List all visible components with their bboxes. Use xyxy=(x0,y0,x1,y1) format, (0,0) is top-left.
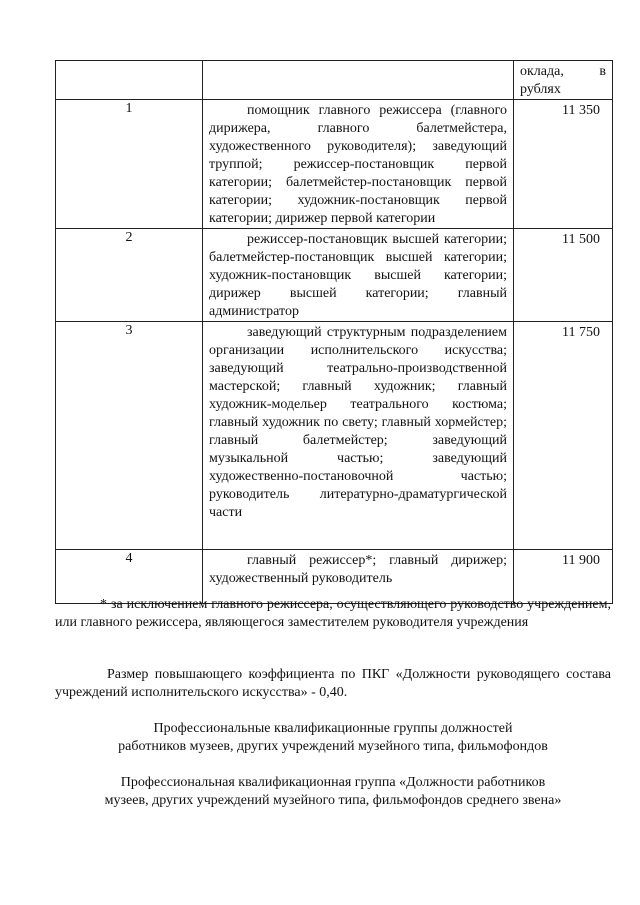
salary-table xyxy=(55,60,613,604)
section-heading xyxy=(55,720,611,756)
section-heading-line2: работников музеев, других учреждений музейного типа, фильмофондов xyxy=(118,739,548,754)
row-salary-cell xyxy=(514,322,613,550)
header-cell-salary xyxy=(514,61,613,100)
footnote xyxy=(55,596,611,632)
header-salary-prep: в xyxy=(599,64,606,79)
header-salary-word: оклада, xyxy=(520,64,564,79)
row-number: 2 xyxy=(56,229,203,322)
table-row xyxy=(56,100,613,229)
row-positions: режиссер-постановщик высшей категории; балетмейстер-постановщик высшей категории; художник-постановщик высшей категории; дирижер высшей категории; главный администратор xyxy=(209,232,507,319)
row-number: 1 xyxy=(56,100,203,229)
row-number: 3 xyxy=(56,322,203,550)
table-row xyxy=(56,322,613,550)
table-row xyxy=(56,229,613,322)
row-salary: 11 750 xyxy=(562,325,600,340)
row-positions: главный режиссер*; главный дирижер; художественный руководитель xyxy=(209,553,507,586)
row-positions-cell xyxy=(203,322,514,550)
row-salary-cell xyxy=(514,100,613,229)
row-positions: заведующий структурным подразделением организации исполнительского искусства; заведующий театрально-производственной мастерской; главный художник; главный художник-модельер театрального костюма; главный художник по свету; главный хормейстер; главный балетмейстер; заведующий музыкальной частью; заведующий художественно-постановочной частью; руководитель литературно-драматургической части xyxy=(209,325,507,520)
group-heading-line1: Профессиональная квалификационная группа «Должности работников xyxy=(120,775,546,790)
coefficient-paragraph xyxy=(55,666,611,702)
table-header-row xyxy=(56,61,613,100)
footnote-text: за исключением главного режиссера, осуществляющего руководство учреждением, или главного режиссера, являющегося заместителем руководителя учреждения xyxy=(55,597,611,630)
section-heading-line1: Профессиональные квалификационные группы должностей xyxy=(153,721,513,736)
row-number: 4 xyxy=(56,550,203,604)
row-salary-cell xyxy=(514,229,613,322)
group-heading-line2: музеев, других учреждений музейного типа, фильмофондов среднего звена» xyxy=(104,793,562,808)
header-cell-num xyxy=(56,61,203,100)
row-positions-cell xyxy=(203,229,514,322)
row-salary: 11 500 xyxy=(562,232,600,247)
row-positions: помощник главного режиссера (главного дирижера, главного балетмейстера, художественного руководителя); заведующий труппой; режиссер-постановщик первой категории; балетмейстер-постановщик первой категории; художник-постановщик первой категории; дирижер первой категории xyxy=(209,103,507,226)
footnote-mark: * xyxy=(100,597,107,612)
coefficient-text: Размер повышающего коэффициента по ПКГ «Должности руководящего состава учреждений исполнительского искусства» - 0,40. xyxy=(55,667,611,700)
header-cell-positions xyxy=(203,61,514,100)
group-heading xyxy=(55,774,611,810)
row-salary: 11 350 xyxy=(562,103,600,118)
row-positions-cell xyxy=(203,100,514,229)
row-salary: 11 900 xyxy=(562,553,600,568)
header-salary-unit: рублях xyxy=(520,82,561,97)
